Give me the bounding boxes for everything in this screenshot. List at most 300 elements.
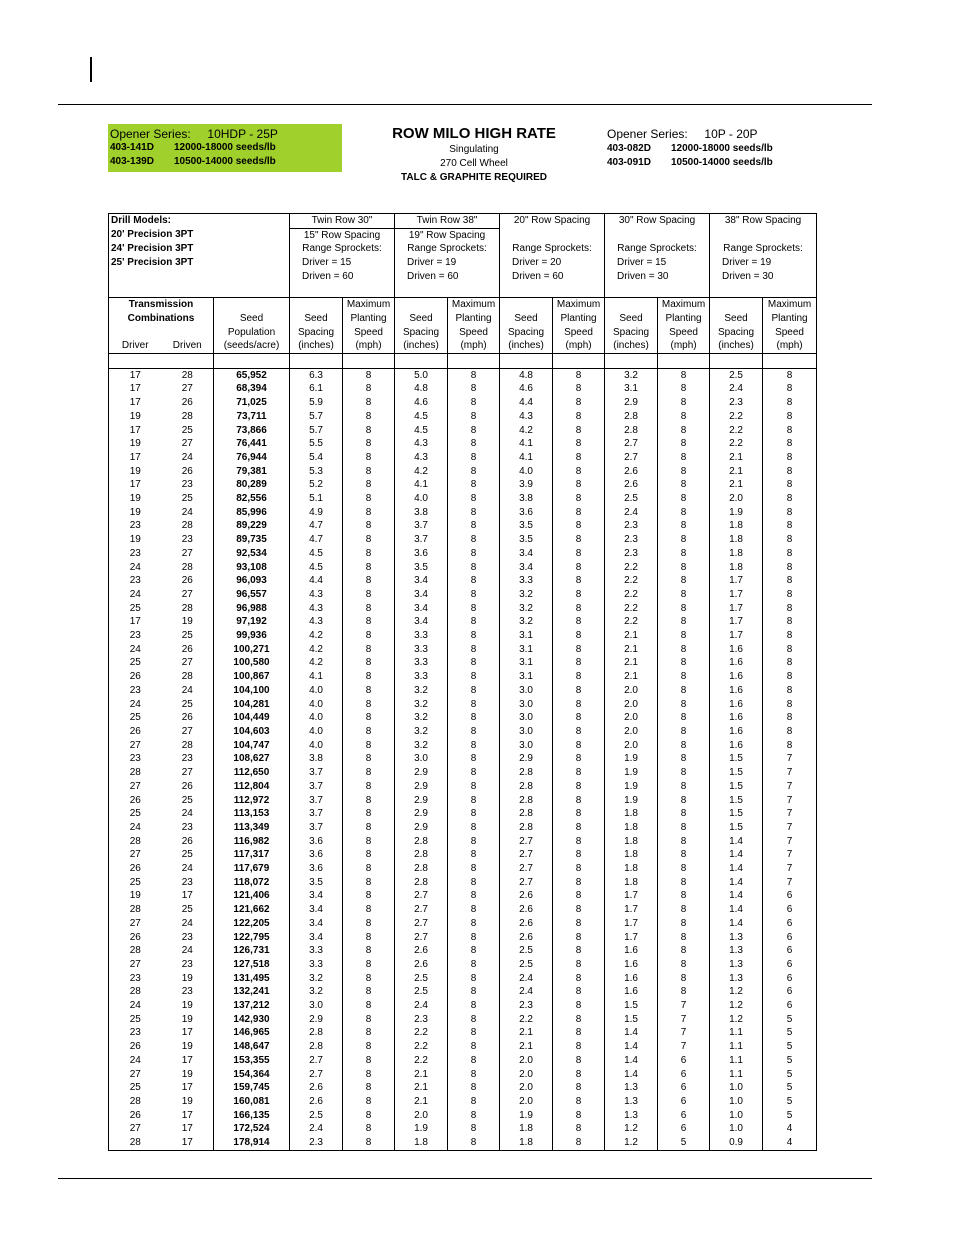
table-cell: 8 <box>553 574 605 588</box>
table-cell: 8 <box>343 711 395 725</box>
table-cell: 2.5 <box>500 958 553 972</box>
table-cell: 6 <box>763 931 817 945</box>
table-cell: 8 <box>448 862 500 876</box>
table-cell: 8 <box>448 725 500 739</box>
table-cell: 8 <box>763 396 817 410</box>
table-cell: 8 <box>658 396 710 410</box>
table-cell: 2.3 <box>605 533 658 547</box>
table-cell: 7 <box>763 862 817 876</box>
table-row <box>109 1136 817 1150</box>
range-driven: Driven = 60 <box>290 270 395 284</box>
seeding-rate-table <box>108 213 817 1151</box>
table-cell: 8 <box>343 615 395 629</box>
table-cell: 8 <box>553 739 605 753</box>
table-cell: 2.7 <box>605 451 658 465</box>
table-cell: 8 <box>553 492 605 506</box>
table-cell: 8 <box>763 698 817 712</box>
table-cell: 2.2 <box>605 588 658 602</box>
table-cell: 2.2 <box>395 1040 448 1054</box>
table-cell: 8 <box>448 533 500 547</box>
table-cell: 3.2 <box>500 615 553 629</box>
table-row <box>109 1095 817 1109</box>
table-cell: 8 <box>553 1095 605 1109</box>
table-cell: 1.6 <box>605 958 658 972</box>
table-cell: 1.5 <box>710 794 763 808</box>
table-cell: 5 <box>763 1068 817 1082</box>
table-cell: 8 <box>343 478 395 492</box>
transmission-header: Transmission <box>109 298 214 312</box>
table-cell: 23 <box>181 931 193 943</box>
table-row <box>109 410 817 424</box>
table-cell: 8 <box>658 889 710 903</box>
table-cell: 3.2 <box>395 684 448 698</box>
table-cell: 100,271 <box>214 643 290 657</box>
table-cell: 1.7 <box>710 602 763 616</box>
table-cell: 166,135 <box>214 1109 290 1123</box>
table-cell: 2.4 <box>395 999 448 1013</box>
table-cell: 17 <box>181 890 193 902</box>
table-cell: 1.0 <box>710 1081 763 1095</box>
table-cell: 2.6 <box>605 478 658 492</box>
table-row <box>109 643 817 657</box>
table-cell: 3.7 <box>290 780 343 794</box>
table-cell: 1.8 <box>395 1136 448 1150</box>
table-cell: 172,524 <box>214 1122 290 1136</box>
table-cell: 2.7 <box>395 917 448 931</box>
table-cell: 8 <box>343 794 395 808</box>
table-cell: 8 <box>343 382 395 396</box>
table-cell: 7 <box>763 848 817 862</box>
table-cell: 1.3 <box>710 931 763 945</box>
table-cell: 8 <box>343 752 395 766</box>
table-cell: 2.4 <box>710 382 763 396</box>
table-row <box>109 821 817 835</box>
table-cell: 8 <box>343 739 395 753</box>
table-cell: 8 <box>553 615 605 629</box>
table-cell: 2.2 <box>395 1026 448 1040</box>
table-cell: 89,229 <box>214 519 290 533</box>
mph-header: (mph) <box>448 339 500 353</box>
table-cell: 25 <box>109 807 162 821</box>
table-cell: 28 <box>181 520 193 532</box>
table-cell: 27 <box>109 1122 162 1136</box>
table-row <box>109 903 817 917</box>
table-cell: 8 <box>658 944 710 958</box>
table-cell: 1.5 <box>605 1013 658 1027</box>
table-cell: 8 <box>763 561 817 575</box>
table-cell: 8 <box>553 533 605 547</box>
table-cell: 7 <box>658 1026 710 1040</box>
table-cell: 8 <box>658 780 710 794</box>
table-cell: 2.0 <box>500 1068 553 1082</box>
table-row <box>109 670 817 684</box>
table-cell: 3.9 <box>500 478 553 492</box>
table-cell: 19 <box>181 1041 193 1053</box>
table-cell: 104,603 <box>214 725 290 739</box>
table-cell: 1.8 <box>605 835 658 849</box>
table-row <box>109 698 817 712</box>
table-cell: 1.5 <box>605 999 658 1013</box>
table-cell: 2.5 <box>605 492 658 506</box>
table-cell: 3.7 <box>290 766 343 780</box>
range-driver: Driver = 19 <box>395 256 500 270</box>
table-cell: 3.2 <box>500 602 553 616</box>
table-cell: 25 <box>109 656 162 670</box>
table-cell: 2.2 <box>710 410 763 424</box>
opener-part-row <box>110 155 340 169</box>
table-cell: 3.0 <box>500 739 553 753</box>
table-cell: 8 <box>448 670 500 684</box>
table-cell: 2.0 <box>605 739 658 753</box>
table-cell: 3.6 <box>395 547 448 561</box>
spacing-group-name: Twin Row 38" <box>395 214 500 229</box>
spacing-header: Spacing <box>605 326 658 340</box>
table-cell: 8 <box>343 780 395 794</box>
table-cell: 8 <box>343 903 395 917</box>
table-cell: 117,679 <box>214 862 290 876</box>
table-cell: 2.8 <box>500 807 553 821</box>
table-cell: 2.2 <box>500 1013 553 1027</box>
table-cell: 1.1 <box>710 1054 763 1068</box>
table-cell: 8 <box>343 396 395 410</box>
table-cell: 2.0 <box>605 698 658 712</box>
table-cell: 8 <box>448 492 500 506</box>
table-cell: 1.0 <box>710 1095 763 1109</box>
drill-models-label: Drill Models: <box>109 214 290 229</box>
table-cell: 8 <box>343 1026 395 1040</box>
table-cell: 26 <box>109 670 162 684</box>
table-cell: 2.8 <box>395 835 448 849</box>
table-cell: 2.0 <box>500 1095 553 1109</box>
table-cell: 1.6 <box>710 643 763 657</box>
max-header: Maximum <box>343 298 395 312</box>
table-cell: 8 <box>343 588 395 602</box>
table-cell: 27 <box>181 383 193 395</box>
table-cell: 8 <box>553 396 605 410</box>
table-cell: 1.4 <box>710 835 763 849</box>
table-cell: 8 <box>658 368 710 382</box>
table-cell: 5.3 <box>290 465 343 479</box>
table-cell: 8 <box>658 972 710 986</box>
table-cell: 1.2 <box>605 1136 658 1150</box>
table-cell: 17 <box>109 424 162 438</box>
table-cell: 137,212 <box>214 999 290 1013</box>
table-body <box>109 368 817 1150</box>
table-cell: 4.3 <box>290 615 343 629</box>
table-cell: 17 <box>181 1054 193 1066</box>
table-cell: 8 <box>658 656 710 670</box>
table-cell: 8 <box>343 944 395 958</box>
table-cell: 5 <box>763 1109 817 1123</box>
table-cell: 3.4 <box>500 561 553 575</box>
table-cell: 2.7 <box>500 862 553 876</box>
table-cell: 8 <box>658 561 710 575</box>
table-cell: 8 <box>658 588 710 602</box>
table-cell: 5.0 <box>395 368 448 382</box>
inches-header: (inches) <box>710 339 763 353</box>
table-cell: 8 <box>553 643 605 657</box>
table-cell: 3.7 <box>395 533 448 547</box>
table-cell: 26 <box>181 465 193 477</box>
range-driver: Driver = 15 <box>605 256 710 270</box>
table-cell: 96,093 <box>214 574 290 588</box>
table-row <box>109 561 817 575</box>
table-cell: 8 <box>658 629 710 643</box>
table-cell: 3.2 <box>395 698 448 712</box>
table-cell: 8 <box>553 478 605 492</box>
table-cell: 4.6 <box>395 396 448 410</box>
table-cell: 19 <box>109 437 162 451</box>
inches-header: (inches) <box>395 339 448 353</box>
table-cell: 8 <box>448 1054 500 1068</box>
table-cell: 2.3 <box>605 519 658 533</box>
table-cell: 2.6 <box>290 1081 343 1095</box>
table-cell: 3.0 <box>500 711 553 725</box>
table-cell: 8 <box>343 684 395 698</box>
table-row <box>109 478 817 492</box>
table-cell: 1.8 <box>710 561 763 575</box>
table-cell: 28 <box>181 671 193 683</box>
part-desc: 10500-14000 seeds/lb <box>671 157 773 168</box>
table-cell: 127,518 <box>214 958 290 972</box>
table-cell: 8 <box>553 519 605 533</box>
range-driver: Driver = 19 <box>710 256 817 270</box>
table-cell: 8 <box>658 903 710 917</box>
table-cell: 4.5 <box>290 561 343 575</box>
table-cell: 1.3 <box>710 958 763 972</box>
table-cell: 26 <box>181 780 193 792</box>
table-cell: 3.2 <box>500 588 553 602</box>
table-cell: 5.7 <box>290 424 343 438</box>
table-cell: 104,449 <box>214 711 290 725</box>
table-cell: 8 <box>658 547 710 561</box>
table-cell: 4.3 <box>290 588 343 602</box>
table-cell: 5 <box>763 1040 817 1054</box>
table-cell: 8 <box>448 1040 500 1054</box>
table-cell: 26 <box>109 862 162 876</box>
table-cell: 23 <box>181 986 193 998</box>
table-cell: 2.1 <box>605 656 658 670</box>
table-row <box>109 752 817 766</box>
table-cell: 8 <box>553 1013 605 1027</box>
table-cell: 6 <box>763 903 817 917</box>
table-row <box>109 889 817 903</box>
table-cell: 6 <box>658 1068 710 1082</box>
table-cell: 8 <box>343 519 395 533</box>
table-cell: 25 <box>109 1081 162 1095</box>
table-cell: 1.4 <box>605 1040 658 1054</box>
table-cell: 3.3 <box>290 944 343 958</box>
table-cell: 8 <box>763 739 817 753</box>
table-cell: 3.4 <box>500 547 553 561</box>
table-row <box>109 1068 817 1082</box>
table-cell: 8 <box>448 958 500 972</box>
table-cell: 5 <box>658 1136 710 1150</box>
table-cell: 2.8 <box>290 1026 343 1040</box>
table-cell: 146,965 <box>214 1026 290 1040</box>
table-cell: 8 <box>658 615 710 629</box>
table-cell: 4 <box>763 1122 817 1136</box>
table-cell: 6 <box>763 889 817 903</box>
table-cell: 8 <box>553 780 605 794</box>
table-cell: 159,745 <box>214 1081 290 1095</box>
opener-series-label: Opener Series: <box>607 127 688 141</box>
table-cell: 3.7 <box>290 807 343 821</box>
table-cell: 0.9 <box>710 1136 763 1150</box>
table-cell: 8 <box>553 424 605 438</box>
opener-series-left <box>108 124 342 172</box>
table-cell: 1.2 <box>710 985 763 999</box>
table-cell: 2.5 <box>395 985 448 999</box>
table-cell: 4.0 <box>395 492 448 506</box>
table-cell: 8 <box>343 602 395 616</box>
table-row <box>109 1081 817 1095</box>
driver-header: Driver <box>109 339 162 353</box>
table-cell: 24 <box>181 917 193 929</box>
drill-model: 20' Precision 3PT <box>109 228 290 242</box>
table-cell: 113,349 <box>214 821 290 835</box>
table-cell: 17 <box>109 382 162 396</box>
table-cell: 2.8 <box>500 766 553 780</box>
mph-header: (mph) <box>553 339 605 353</box>
seed-header: Seed <box>710 312 763 326</box>
table-cell: 8 <box>343 1040 395 1054</box>
table-cell: 8 <box>763 519 817 533</box>
table-cell: 8 <box>343 889 395 903</box>
table-cell: 154,364 <box>214 1068 290 1082</box>
table-cell: 1.2 <box>710 999 763 1013</box>
table-row <box>109 985 817 999</box>
table-cell: 8 <box>553 958 605 972</box>
table-cell: 99,936 <box>214 629 290 643</box>
table-cell: 8 <box>343 437 395 451</box>
table-cell: 1.8 <box>710 547 763 561</box>
table-cell: 8 <box>763 602 817 616</box>
table-cell: 4.1 <box>395 478 448 492</box>
table-cell: 8 <box>448 766 500 780</box>
table-cell: 3.3 <box>395 629 448 643</box>
table-cell: 6.1 <box>290 382 343 396</box>
table-cell: 4.7 <box>290 533 343 547</box>
table-cell: 8 <box>658 533 710 547</box>
table-cell: 8 <box>658 862 710 876</box>
table-cell: 26 <box>109 1109 162 1123</box>
table-cell: 8 <box>553 451 605 465</box>
table-row <box>109 1054 817 1068</box>
seed-header: Seed <box>214 312 290 326</box>
header-rule <box>58 104 872 105</box>
table-cell: 2.8 <box>290 1040 343 1054</box>
table-cell: 28 <box>109 903 162 917</box>
table-cell: 2.5 <box>395 972 448 986</box>
table-cell: 4 <box>763 1136 817 1150</box>
table-cell: 1.9 <box>605 794 658 808</box>
table-cell: 3.3 <box>500 574 553 588</box>
table-cell: 2.8 <box>395 848 448 862</box>
table-cell: 8 <box>553 1026 605 1040</box>
table-cell: 8 <box>553 465 605 479</box>
table-cell: 8 <box>343 862 395 876</box>
table-cell: 2.1 <box>710 465 763 479</box>
table-cell: 178,914 <box>214 1136 290 1150</box>
table-cell: 25 <box>181 424 193 436</box>
table-cell: 104,747 <box>214 739 290 753</box>
population-header: Population <box>214 326 290 340</box>
table-cell: 4.2 <box>290 643 343 657</box>
table-cell: 8 <box>448 972 500 986</box>
table-cell: 2.0 <box>605 725 658 739</box>
table-cell: 8 <box>343 1013 395 1027</box>
max-header: Maximum <box>658 298 710 312</box>
table-cell: 8 <box>448 465 500 479</box>
table-cell: 8 <box>658 451 710 465</box>
table-cell: 8 <box>343 985 395 999</box>
table-cell: 8 <box>553 410 605 424</box>
table-cell: 4.8 <box>395 382 448 396</box>
table-cell: 28 <box>181 369 193 381</box>
range-driven: Driven = 60 <box>395 270 500 284</box>
table-cell: 8 <box>553 1122 605 1136</box>
table-cell: 112,650 <box>214 766 290 780</box>
table-row <box>109 574 817 588</box>
table-cell: 3.1 <box>500 643 553 657</box>
drill-model: 24' Precision 3PT <box>109 242 290 256</box>
table-row <box>109 835 817 849</box>
table-cell: 2.6 <box>500 917 553 931</box>
table-cell: 26 <box>109 725 162 739</box>
table-cell: 2.1 <box>605 629 658 643</box>
table-cell: 8 <box>763 574 817 588</box>
table-cell: 8 <box>763 615 817 629</box>
table-cell: 8 <box>448 1013 500 1027</box>
inches-header: (inches) <box>605 339 658 353</box>
table-cell: 3.5 <box>500 533 553 547</box>
table-cell: 23 <box>109 972 162 986</box>
table-cell: 19 <box>109 506 162 520</box>
table-cell: 8 <box>763 451 817 465</box>
table-cell: 2.3 <box>500 999 553 1013</box>
spacing-group-sub <box>710 228 817 242</box>
table-row <box>109 876 817 890</box>
table-cell: 96,988 <box>214 602 290 616</box>
table-cell: 2.0 <box>500 1081 553 1095</box>
table-cell: 104,100 <box>214 684 290 698</box>
table-cell: 8 <box>553 629 605 643</box>
table-cell: 121,662 <box>214 903 290 917</box>
table-cell: 2.9 <box>395 780 448 794</box>
table-cell: 8 <box>448 574 500 588</box>
table-cell: 3.7 <box>395 519 448 533</box>
table-cell: 4.5 <box>395 424 448 438</box>
table-cell: 2.9 <box>395 807 448 821</box>
table-cell: 8 <box>658 821 710 835</box>
table-cell: 27 <box>109 958 162 972</box>
table-row <box>109 999 817 1013</box>
table-cell: 2.8 <box>605 410 658 424</box>
table-cell: 8 <box>763 424 817 438</box>
table-cell: 2.1 <box>605 670 658 684</box>
table-cell: 26 <box>181 643 193 655</box>
table-cell: 8 <box>658 739 710 753</box>
table-cell: 23 <box>109 684 162 698</box>
table-cell: 2.1 <box>395 1068 448 1082</box>
table-cell: 8 <box>343 1109 395 1123</box>
table-cell: 19 <box>181 1068 193 1080</box>
table-cell: 8 <box>763 506 817 520</box>
table-cell: 8 <box>553 917 605 931</box>
table-cell: 24 <box>109 999 162 1013</box>
table-cell: 2.6 <box>290 1095 343 1109</box>
